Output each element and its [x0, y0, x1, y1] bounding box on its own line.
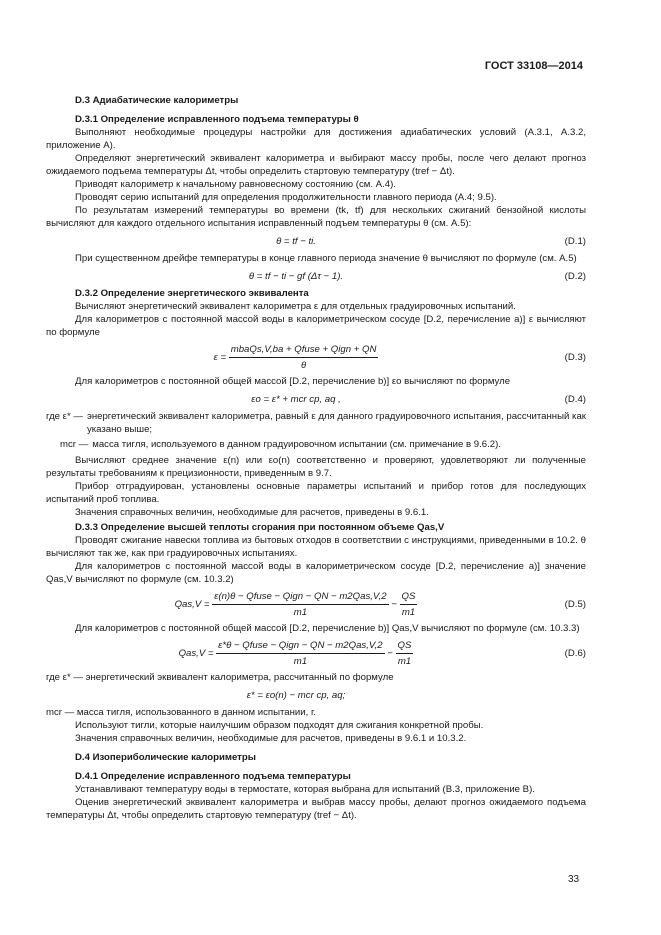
minus-sign: −	[391, 599, 397, 611]
paragraph: где ε* — энергетический эквивалент калориметра, рассчитанный по формуле	[46, 672, 394, 683]
paragraph: По результатам измерений температуры во времени (tk, tf) для нескольких сжиганий бензойной кислоты вычисляют для каждого отдельного испытания исправленный подъем температуры θ (см. А.5):	[46, 205, 586, 229]
paragraph: Определяют энергетический эквивалент калориметра и выбирают массу пробы, после чего делают прогноз ожидаемого подъема температуры Δt, чтобы определить стартовую температуру (tref − Δt).	[46, 153, 586, 177]
equation-lhs: Qas,V =	[174, 599, 210, 611]
fraction-numerator: QS	[400, 590, 418, 605]
equation-number: (D.4)	[564, 394, 586, 405]
paragraph: Для калориметров с постоянной массой воды в калориметрическом сосуде [D.2, перечисление а)] значение Qas,V вычисляют по формуле (см. 10.3.2)	[46, 561, 586, 585]
equation-d1	[46, 232, 586, 250]
equation-body: θ = tf − ti.	[276, 236, 316, 247]
equation-d7	[46, 686, 586, 704]
paragraph: Используют тигли, которые наилучшим образом подходят для сжигания конкретной пробы.	[75, 720, 484, 731]
equation-body: θ = tf − ti − gf (Δτ − 1).	[248, 271, 344, 282]
heading-d4: D.4 Изопериболические калориметры	[75, 752, 256, 763]
heading-d41: D.4.1 Определение исправленного подъема температуры	[75, 771, 351, 782]
paragraph: Приводят калориметр к начальному равновесному состоянию (см. А.4).	[75, 179, 396, 190]
fraction-denominator: m1	[293, 656, 308, 667]
paragraph: mcr — масса тигля, использованного в данном испытании, г.	[46, 707, 316, 718]
paragraph: При существенном дрейфе температуры в конце главного периода значение θ вычисляют по формуле (см. А.5)	[75, 253, 577, 264]
paragraph: Значения справочных величин, необходимые для расчетов, приведены в 9.6.1.	[75, 507, 429, 518]
equation-d4	[46, 390, 586, 408]
equation-number: (D.5)	[564, 599, 586, 610]
fraction-numerator: ε(n)θ − Qfuse − Qign − QN − m2Qas,V,2	[212, 590, 388, 605]
paragraph: Прибор отградуирован, установлены основные параметры испытаний и прибор готов для последующих испытаний проб топлива.	[46, 481, 586, 505]
fraction-numerator: QS	[396, 639, 414, 654]
paragraph: Значения справочных величин, необходимые для расчетов, приведены в 9.6.1 и 10.3.2.	[75, 733, 467, 744]
fraction	[216, 639, 384, 668]
paragraph: Для калориметров с постоянной общей массой [D.2, перечисление b)] εo вычисляют по формуле	[75, 376, 511, 387]
paragraph: Вычисляют среднее значение ε(n) или εo(n) соответственно и проверяют, удовлетворяют ли полученные результаты требованиям к прецизионности, приведенным в 9.7.	[46, 455, 586, 479]
paragraph: Оценив энергетический эквивалент калориметра и выбрав массу пробы, делают прогноз ожидаемого подъема температуры Δt, чтобы определить стартовую температуру (tref − Δt).	[46, 797, 586, 821]
equation-d3	[46, 343, 586, 371]
equation-lhs: ε =	[213, 352, 227, 364]
fraction	[229, 343, 379, 372]
equation-d5	[46, 590, 586, 618]
heading-d32: D.3.2 Определение энергетического эквивалента	[75, 288, 309, 299]
minus-sign: −	[387, 648, 393, 660]
where-definition	[46, 410, 586, 436]
paragraph: Выполняют необходимые процедуры настройки для достижения адиабатических условий (А.3.1, А.3.2, приложение А).	[46, 127, 586, 151]
equation-body: εo = ε* + mcr cp, aq ,	[251, 394, 341, 405]
equation-number: (D.3)	[564, 352, 586, 363]
paragraph: Для калориметров с постоянной массой воды в калориметрическом сосуде [D.2, перечисление а)] ε вычисляют по формуле	[46, 314, 586, 338]
equation-d6	[46, 639, 586, 667]
page-number: 33	[568, 874, 580, 885]
equation-body: ε* = εo(n) − mcr cp, aq;	[246, 690, 346, 701]
fraction	[396, 639, 414, 668]
fraction	[212, 590, 388, 619]
heading-d33: D.3.3 Определение высшей теплоты сгорания при постоянном объеме Qas,V	[75, 522, 445, 533]
fraction-numerator: mbaQs,V,ba + Qfuse + Qign + QN	[229, 343, 379, 358]
paragraph: Проводят сжигание навески топлива из бытовых отходов в соответствии с инструкциями, приведенными в 10.2. θ вычисляют так же, как при градуировочных испытаниях.	[46, 535, 586, 559]
paragraph: Устанавливают температуру воды в термостате, которая выбрана для испытаний (В.3, приложение В).	[75, 784, 535, 795]
equation-number: (D.2)	[564, 271, 586, 282]
equation-number: (D.1)	[564, 236, 586, 247]
page-content	[46, 92, 586, 822]
where-text: масса тигля, используемого в данном градуировочном испытании (см. примечание в 9.6.2).	[92, 439, 501, 450]
where-definition	[46, 438, 586, 451]
equation-d2	[46, 267, 586, 285]
standard-header: ГОСТ 33108—2014	[484, 60, 583, 72]
where-term: где ε* —	[46, 411, 83, 422]
equation-body	[46, 639, 546, 668]
fraction-denominator: m1	[401, 607, 416, 618]
equation-lhs: Qas,V =	[178, 648, 214, 660]
paragraph: Проводят серию испытаний для определения продолжительности главного периода (А.4; 9.5).	[75, 192, 497, 203]
heading-d3: D.3 Адиабатические калориметры	[75, 95, 239, 106]
equation-number: (D.6)	[564, 648, 586, 659]
equation-body	[46, 343, 546, 372]
paragraph: Вычисляют энергетический эквивалент калориметра ε для отдельных градуировочных испытаний.	[75, 301, 516, 312]
fraction-numerator: ε*θ − Qfuse − Qign − QN − m2Qas,V,2	[216, 639, 384, 654]
paragraph: Для калориметров с постоянной общей массой [D.2, перечисление b)] Qas,V вычисляют по формуле (см. 10.3.3)	[75, 623, 580, 634]
fraction	[400, 590, 418, 619]
fraction-denominator: θ	[300, 360, 307, 371]
fraction-denominator: m1	[397, 656, 412, 667]
fraction-denominator: m1	[293, 607, 308, 618]
where-text: энергетический эквивалент калориметра, равный ε для данного градуировочного испытания, рассчитанный как указано выше;	[86, 411, 586, 435]
where-term: mcr —	[60, 439, 89, 450]
equation-body	[46, 590, 546, 619]
heading-d31: D.3.1 Определение исправленного подъема температуры θ	[75, 114, 359, 125]
